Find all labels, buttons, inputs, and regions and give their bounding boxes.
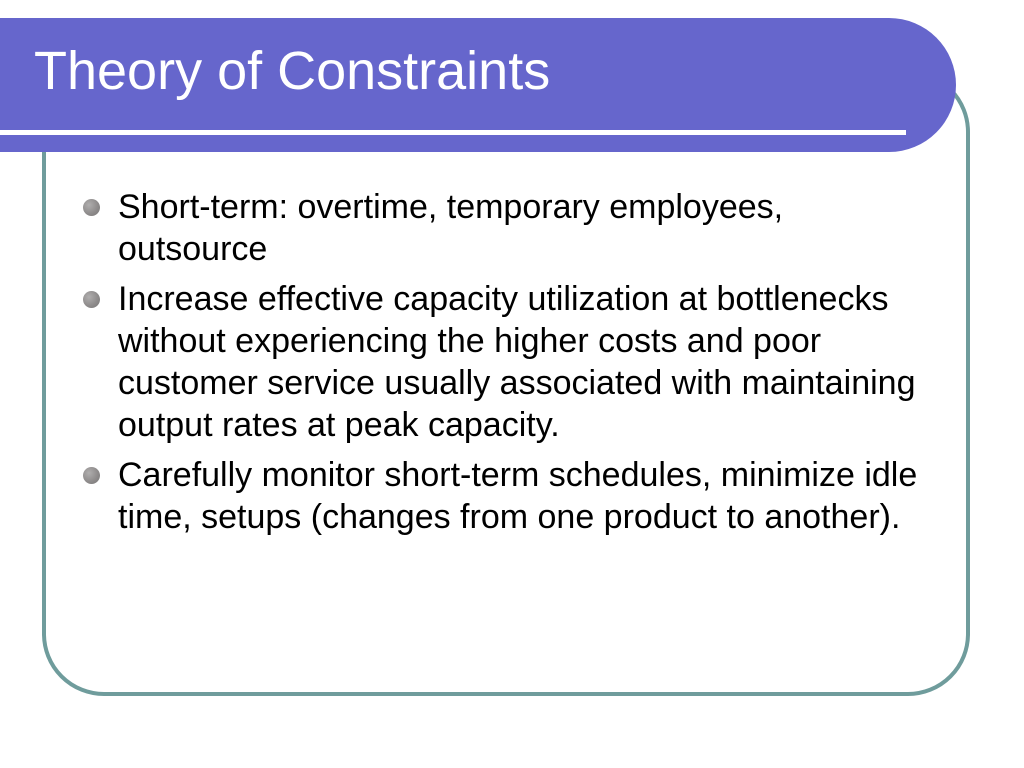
title-underline [0, 130, 906, 135]
bullet-item [80, 454, 940, 538]
bullet-item [80, 186, 940, 270]
bullet-dot-icon [83, 467, 100, 484]
slide-title: Theory of Constraints [34, 41, 551, 101]
bullet-text: Carefully monitor short-term schedules, minimize idle time, setups (changes from one product to another). [118, 456, 918, 536]
bullet-item [80, 278, 940, 446]
bullet-dot-icon [83, 199, 100, 216]
bullet-dot-icon [83, 291, 100, 308]
bullet-text: Increase effective capacity utilization at bottlenecks without experiencing the higher costs and poor customer service usually associated with maintaining output rates at peak capacity. [118, 280, 916, 444]
bullet-text: Short-term: overtime, temporary employees, outsource [118, 188, 784, 268]
bullet-list [80, 186, 940, 546]
